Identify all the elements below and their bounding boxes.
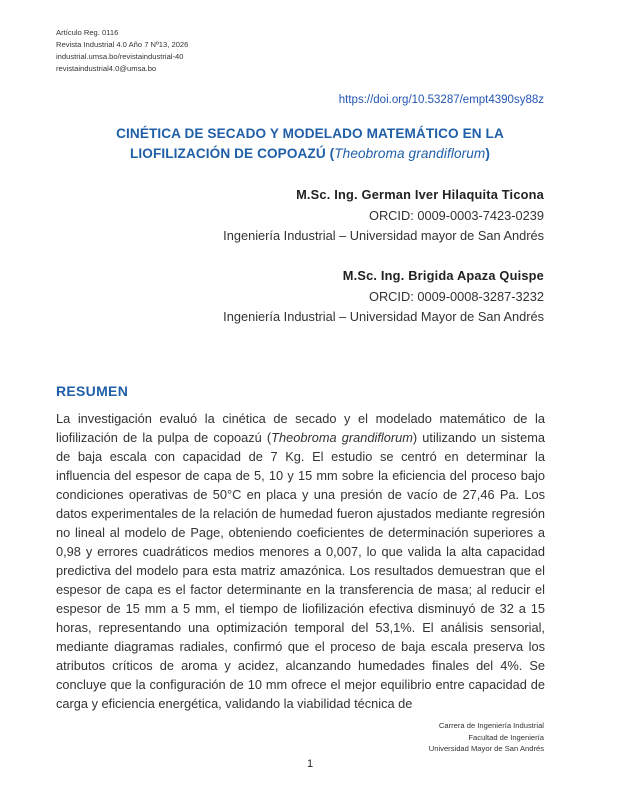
footer-department: Carrera de Ingeniería Industrial <box>438 721 544 730</box>
abstract-heading: RESUMEN <box>56 383 129 399</box>
title-line-2 <box>70 144 550 164</box>
journal-issue: Revista Industrial 4.0 Año 7 Nº13, 2026 <box>56 40 189 49</box>
page-number: 1 <box>306 758 314 770</box>
footer-faculty: Facultad de Ingeniería <box>468 732 544 742</box>
institution-footer <box>429 720 544 755</box>
doi-link[interactable]: https://doi.org/10.53287/empt4390sy88z <box>338 94 544 106</box>
abstract-text-part-1: La investigación evaluó la cinética de secado y el modelado matemático de la liofilización de la pulpa de copoazú ( <box>56 411 545 445</box>
title-line-1: CINÉTICA DE SECADO Y MODELADO MATEMÁTICO EN LA <box>116 126 504 141</box>
abstract-text-part-2: ) utilizando un sistema de baja escala con capacidad de 7 Kg. El estudio se centró en determinar la influencia del espesor de capa de 5, 10 y 15 mm sobre la eficiencia del proceso bajo condiciones operativas de 50°C en placa y una presión de vacío de 27,46 Pa. Los datos experimentales de la relación de humedad fueron ajustados mediante regresión no lineal al modelo de Page, obteniendo coeficientes de determinación superiores a 0,98 y errores cuadráticos medios menores a 0,007, lo que valida la alta capacidad predictiva del modelo para esta matriz amazónica. Los resultados demuestran que el espesor de capa es el factor determinante en la transferencia de masa; al reducir el espesor de 15 mm a 5 mm, el tiempo de liofilización efectiva disminuyó de 32 a 15 horas, representando una optimización temporal del 53,1%. El análisis sensorial, mediante diagramas radiales, confirmó que el proceso de baja escala preserva los atributos críticos de aroma y acidez, alcanzando humedades finales del 4%. Se concluye que la configuración de 10 mm ofrece el mejor equilibrio entre capacidad de carga y eficiencia energética, validando la viabilidad técnica de <box>56 430 545 711</box>
author-orcid: ORCID: 0009-0003-7423-0239 <box>368 207 544 223</box>
author-name: M.Sc. Ing. German Iver Hilaquita Ticona <box>296 187 544 202</box>
footer-university: Universidad Mayor de San Andrés <box>428 744 544 754</box>
abstract-species-name: Theobroma grandiflorum <box>271 430 413 445</box>
journal-header <box>56 27 188 75</box>
paper-title <box>70 124 550 164</box>
title-line-2-prefix: LIOFILIZACIÓN DE COPOAZÚ ( <box>130 146 335 161</box>
journal-url: industrial.umsa.bo/revistaindustrial-40 <box>56 52 184 61</box>
author-block-1 <box>223 185 544 247</box>
abstract-body <box>56 409 545 713</box>
author-affiliation: Ingeniería Industrial – Universidad mayor de San Andrés <box>223 228 544 243</box>
title-line-2-suffix: ) <box>485 146 490 161</box>
title-species-name: Theobroma grandiflorum <box>334 146 486 161</box>
article-registration: Artículo Reg. 0116 <box>56 28 119 37</box>
author-orcid: ORCID: 0009-0008-3287-3232 <box>368 288 544 304</box>
author-affiliation: Ingeniería Industrial – Universidad Mayor de San Andrés <box>223 309 544 324</box>
journal-email: revistaindustrial4.0@umsa.bo <box>56 64 157 73</box>
author-name: M.Sc. Ing. Brigida Apaza Quispe <box>342 268 544 283</box>
author-block-2 <box>223 266 544 328</box>
